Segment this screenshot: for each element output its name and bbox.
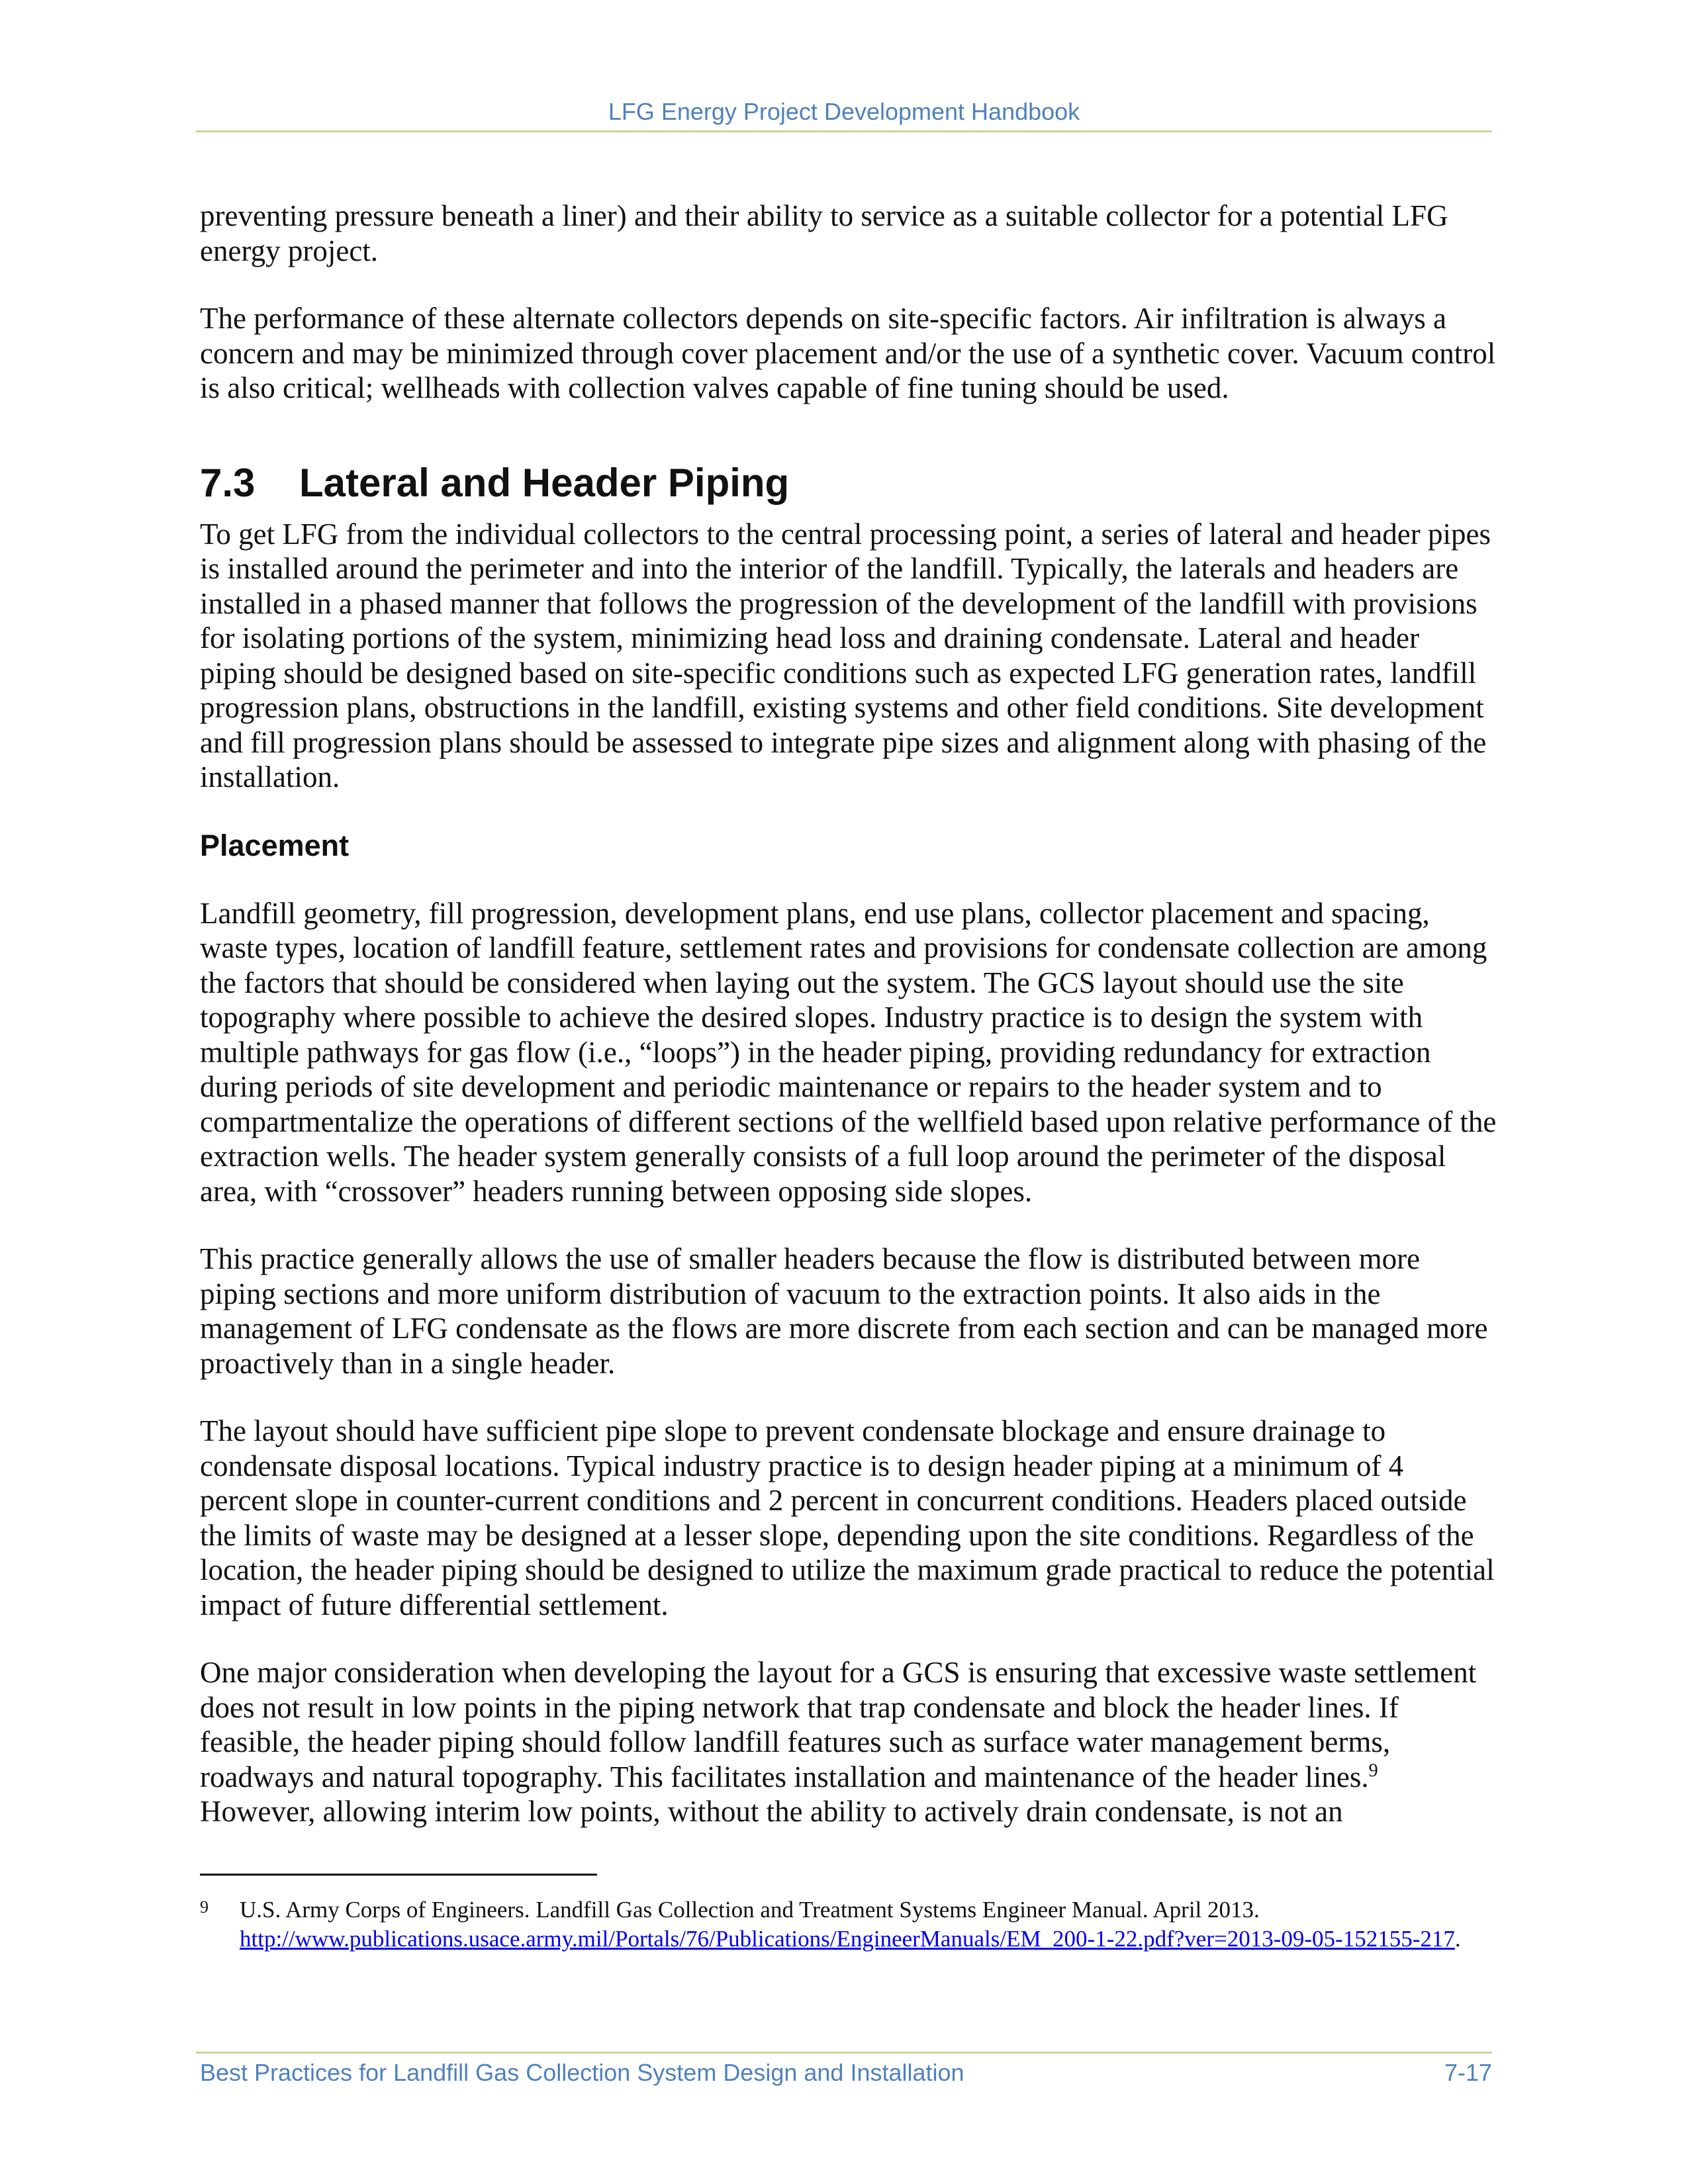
section-title: Lateral and Header Piping [299, 460, 790, 505]
footnote-body [240, 1895, 1497, 1954]
body-content [200, 199, 1497, 1829]
footer-rule [196, 2052, 1492, 2054]
header-rule [196, 130, 1492, 132]
subheading-placement: Placement [200, 828, 350, 862]
footnote-reference[interactable]: 9 [1368, 1760, 1378, 1781]
paragraph-pipe-slope: The layout should have sufficient pipe slope to prevent condensate blockage and ensure drainage to condensate disposal locations. Typical industry practice is to design header piping at a minimum of 4 percent slope in counter-current conditions and 2 percent in concurrent conditions. Headers placed outside the limits of waste may be designed at a lesser slope, depending upon the site conditions. Regardless of the location, the header piping should be designed to utilize the maximum grade practical to reduce the potential impact of future differential settlement. [200, 1414, 1495, 1621]
page-number: 7-17 [1444, 2059, 1492, 2086]
section-number: 7.3 [200, 460, 256, 505]
section-heading [200, 459, 1497, 507]
footnote-separator [200, 1874, 597, 1876]
footer-title: Best Practices for Landfill Gas Collection System Design and Installation [200, 2059, 964, 2086]
footnote-text: U.S. Army Corps of Engineers. Landfill Gas Collection and Treatment Systems Engineer Manual. April 2013. [240, 1897, 1260, 1923]
footnote-trailing: . [1454, 1926, 1461, 1952]
paragraph-alternate-collectors: The performance of these alternate collectors depends on site-specific factors. Air infiltration is always a concern and may be minimized through cover placement and/or the use of a synthetic cover. Vacuum control is also critical; wellheads with collection valves capable of fine tuning should be used. [200, 302, 1496, 404]
settlement-text: One major consideration when developing the layout for a GCS is ensuring that excessive waste settlement does not result in low points in the piping network that trap condensate and block the header lines. If feasible, the header piping should follow landfill features such as surface water management berms, roadways and natural topography. This facilitates installation and maintenance of the header lines. [200, 1656, 1477, 1794]
running-header: LFG Energy Project Development Handbook [608, 98, 1080, 125]
footnote-number: 9 [200, 1897, 209, 1917]
footnote-link[interactable]: http://www.publications.usace.army.mil/Portals/76/Publications/EngineerManuals/EM_200-1-22.pdf?ver=2013-09-05-152155-217 [240, 1926, 1455, 1952]
settlement-text-continued: However, allowing interim low points, without the ability to actively drain condensate, is not an [200, 1795, 1343, 1828]
footnote [200, 1895, 1497, 1954]
paragraph-lateral-header: To get LFG from the individual collectors to the central processing point, a series of lateral and header pipes is installed around the perimeter and into the interior of the landfill. Typically, the laterals and headers are installed in a phased manner that follows the progression of the development of the landfill with provisions for isolating portions of the system, minimizing head loss and draining condensate. Lateral and header piping should be designed based on site-specific conditions such as expected LFG generation rates, landfill progression plans, obstructions in the landfill, existing systems and other field conditions. Site development and fill progression plans should be assessed to integrate pipe sizes and alignment along with phasing of the installation. [200, 517, 1491, 794]
paragraph-smaller-headers: This practice generally allows the use of smaller headers because the flow is distributed between more piping sections and more uniform distribution of vacuum to the extraction points. It also aids in the management of LFG condensate as the flows are more discrete from each section and can be managed more proactively than in a single header. [200, 1242, 1488, 1380]
paragraph-settlement [200, 1655, 1497, 1829]
paragraph-intro-continuation: preventing pressure beneath a liner) and their ability to service as a suitable collector for a potential LFG energy project. [200, 199, 1448, 267]
paragraph-placement-factors: Landfill geometry, fill progression, development plans, end use plans, collector placement and spacing, waste types, location of landfill feature, settlement rates and provisions for condensate collection are among the factors that should be considered when laying out the system. The GCS layout should use the site topography where possible to achieve the desired slopes. Industry practice is to design the system with multiple pathways for gas flow (i.e., “loops”) in the header piping, providing redundancy for extraction during periods of site development and periodic maintenance or repairs to the header system and to compartmentalize the operations of different sections of the wellfield based upon relative performance of the extraction wells. The header system generally consists of a full loop around the perimeter of the disposal area, with “crossover” headers running between opposing side slopes. [200, 896, 1497, 1208]
